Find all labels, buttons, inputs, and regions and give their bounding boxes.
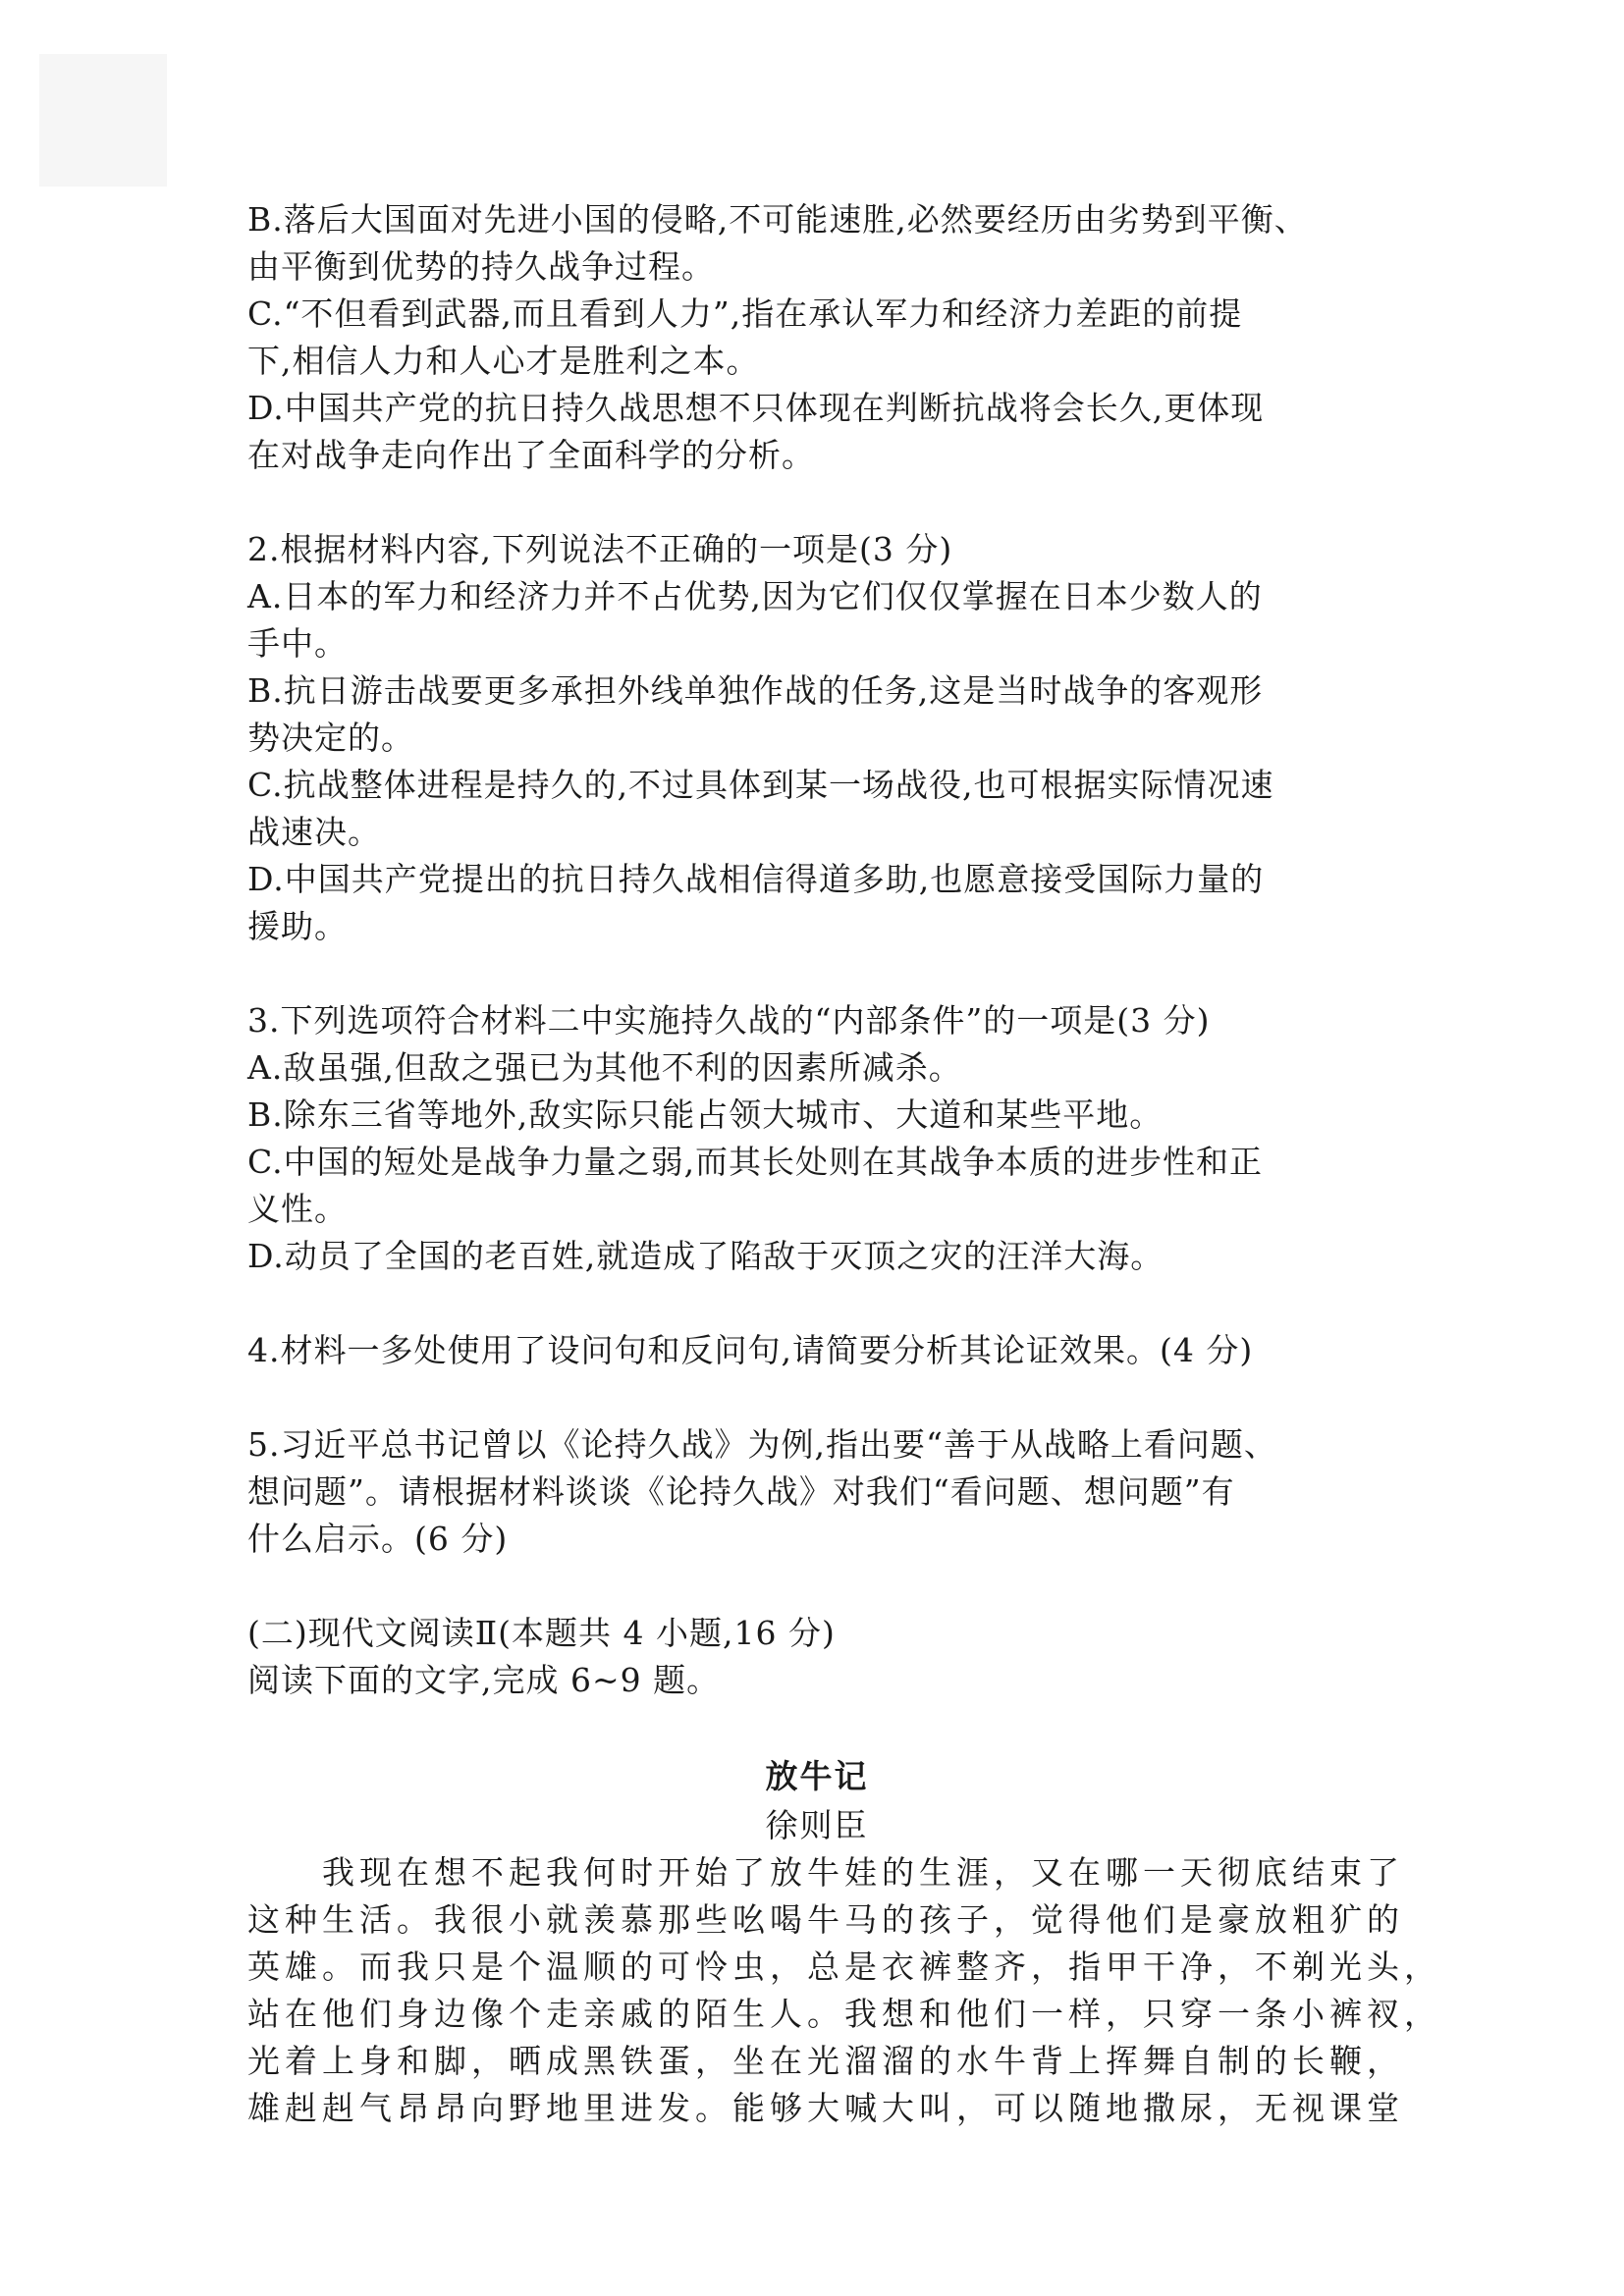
option-line: D.中国共产党提出的抗日持久战相信得道多助,也愿意接受国际力量的	[247, 860, 1265, 898]
option-line: A.敌虽强,但敌之强已为其他不利的因素所减杀。	[247, 1048, 962, 1087]
essay-line: 雄赳赳气昂昂向野地里进发。能够大喊大叫，可以随地撒尿，无视课堂	[247, 2089, 1404, 2127]
question-2	[247, 526, 1386, 950]
scan-corner-mark	[39, 54, 167, 187]
question-3	[247, 997, 1386, 1280]
question-stem: 4.材料一多处使用了设问句和反问句,请简要分析其论证效果。(4 分)	[247, 1331, 1254, 1369]
option-line: 手中。	[247, 624, 348, 663]
essay-line: 英雄。而我只是个温顺的可怜虫，总是衣裤整齐，指甲干净，不剃光头，	[247, 1948, 1441, 1986]
option-line: B.除东三省等地外,敌实际只能占领大城市、大道和某些平地。	[247, 1095, 1164, 1134]
section-2-header	[247, 1610, 1386, 1704]
question-stem: 3.下列选项符合材料二中实施持久战的“内部条件”的一项是(3 分)	[247, 1001, 1211, 1040]
option-line: 义性。	[247, 1190, 348, 1228]
question-stem: 什么启示。(6 分)	[247, 1520, 509, 1558]
option-line: D.动员了全国的老百姓,就造成了陷敌于灭顶之灾的汪洋大海。	[247, 1237, 1164, 1275]
question-1-options	[247, 196, 1386, 479]
question-stem: 5.习近平总书记曾以《论持久战》为例,指出要“善于从战略上看问题、	[247, 1425, 1277, 1464]
option-line: 由平衡到优势的持久战争过程。	[247, 247, 715, 286]
essay-title: 放牛记	[765, 1757, 869, 1795]
option-line: B.抗日游击战要更多承担外线单独作战的任务,这是当时战争的客观形	[247, 671, 1264, 710]
option-line: A.日本的军力和经济力并不占优势,因为它们仅仅掌握在日本少数人的	[247, 577, 1263, 615]
option-line: 战速决。	[247, 813, 381, 851]
option-line: C.中国的短处是战争力量之弱,而其长处则在其战争本质的进步性和正	[247, 1143, 1264, 1181]
option-line: C.抗战整体进程是持久的,不过具体到某一场战役,也可根据实际情况速	[247, 766, 1274, 804]
essay-line: 光着上身和脚，晒成黑铁蛋，坐在光溜溜的水牛背上挥舞自制的长鞭，	[247, 2042, 1404, 2080]
essay-body	[247, 1849, 1441, 2132]
option-line: B.落后大国面对先进小国的侵略,不可能速胜,必然要经历由劣势到平衡、	[247, 200, 1308, 239]
option-line: 下,相信人力和人心才是胜利之本。	[247, 342, 760, 380]
exam-page-content	[247, 196, 1441, 2132]
essay-line: 这种生活。我很小就羡慕那些吆喝牛马的孩子，觉得他们是豪放粗犷的	[247, 1900, 1404, 1939]
essay-author: 徐则臣	[765, 1806, 869, 1844]
essay-line: 站在他们身边像个走亲戚的陌生人。我想和他们一样，只穿一条小裤衩，	[247, 1995, 1441, 2033]
question-stem: 2.根据材料内容,下列说法不正确的一项是(3 分)	[247, 530, 953, 568]
option-line: 在对战争走向作出了全面科学的分析。	[247, 436, 815, 474]
option-line: 势决定的。	[247, 719, 414, 757]
option-line: C.“不但看到武器,而且看到人力”,指在承认军力和经济力差距的前提	[247, 294, 1243, 333]
question-4	[247, 1327, 1386, 1374]
essay-line: 我现在想不起我何时开始了放牛娃的生涯，又在哪一天彻底结束了	[247, 1853, 1404, 1892]
question-stem: 想问题”。请根据材料谈谈《论持久战》对我们“看问题、想问题”有	[247, 1472, 1235, 1511]
question-5	[247, 1421, 1386, 1563]
option-line: 援助。	[247, 907, 348, 945]
section-instruction: 阅读下面的文字,完成 6~9 题。	[247, 1661, 721, 1699]
option-line: D.中国共产党的抗日持久战思想不只体现在判断抗战将会长久,更体现	[247, 389, 1265, 427]
section-heading: (二)现代文阅读Ⅱ(本题共 4 小题,16 分)	[247, 1614, 836, 1652]
